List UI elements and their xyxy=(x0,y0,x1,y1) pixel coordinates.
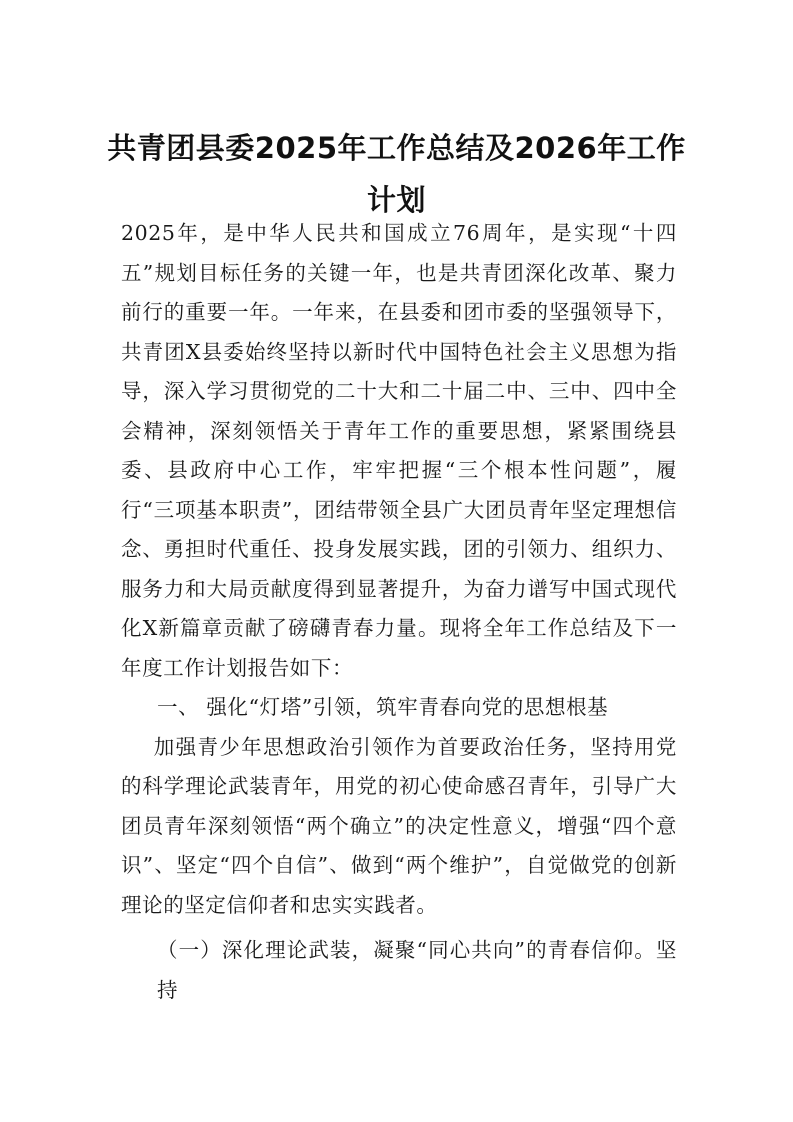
subsection-paragraph: （一）深化理论武装，凝聚“同心共向”的青春信仰。坚持 xyxy=(157,938,677,1002)
document-title: 共青团县委2025年工作总结及2026年工作计划 xyxy=(107,131,686,217)
document-body xyxy=(121,214,677,1010)
intro-paragraph: 2025年，是中华人民共和国成立76周年，是实现“十四五”规划目标任务的关键一年，也是共青团深化改革、聚力前行的重要一年。一年来，在县委和团市委的坚强领导下，共青团X县委始终坚持以新时代中国特色社会主义思想为指导，深入学习贯彻党的二十大和二十届二中、三中、四中全会精神，深刻领悟关于青年工作的重要思想，紧紧围绕县委、县政府中心工作，牢牢把握“三个根本性问题”，履行“三项基本职责”，团结带领全县广大团员青年坚定理想信念、勇担时代重任、投身发展实践，团的引领力、组织力、服务力和大局贡献度得到显著提升，为奋力谱写中国式现代化X新篇章贡献了磅礴青春力量。现将全年工作总结及下一年度工作计划报告如下： xyxy=(121,221,677,680)
section-heading: 一、 强化“灯塔”引领，筑牢青春向党的思想根基 xyxy=(157,695,609,719)
section-paragraph: 加强青少年思想政治引领作为首要政治任务，坚持用党的科学理论武装青年，用党的初心使命感召青年，引导广大团员青年深刻领悟“两个确立”的决定性意义，增强“四个意识”、坚定“四个自信”、做到“两个维护”，自觉做党的创新理论的坚定信仰者和忠实实践者。 xyxy=(121,734,677,917)
